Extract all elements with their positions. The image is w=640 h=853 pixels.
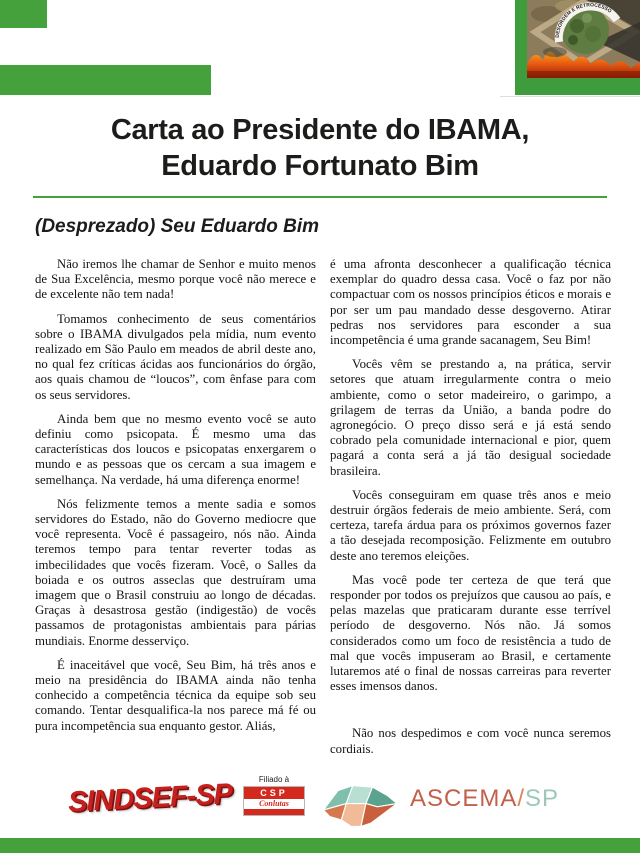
csp-label: CSP: [244, 787, 304, 799]
paragraph: Ainda bem que no mesmo evento você se auto definiu como psicopata. É mesmo uma das características dos loucos e psicopatas enxergarem o mundo e as pessoas que os cercam a sua imagem e semelhança. Na verdade, há uma diferença enorme!: [35, 411, 316, 487]
paragraph: Não iremos lhe chamar de Senhor e muito menos de Sua Excelência, mesmo porque você não merece e de excelente não tem nada!: [35, 257, 316, 302]
flag-banner-text: DESORDEM E RETROCESSO: [554, 2, 613, 39]
flag-parody-image: [515, 0, 640, 95]
letter-column-left: [35, 257, 316, 743]
top-left-green-block: [0, 0, 47, 28]
csp-conlutas-logo: [243, 786, 317, 822]
ascema-slash: /: [517, 785, 526, 812]
ascema-sp-logo: [410, 785, 559, 813]
flag-shadow-line: [500, 96, 640, 97]
paragraph: Tomamos conhecimento de seus comentários sobre o IBAMA divulgados pela mídia, num evento realizado em São Paulo em meados de abril deste ano, no qual fez críticas ácidas aos funcionários do órgão, aos quais chamou de “loucos”, com ênfase para com os seus servidores.: [35, 311, 316, 402]
footer-green-bar: [0, 838, 640, 853]
paragraph: É inaceitável que você, Seu Bim, há três anos e meio na presidência do IBAMA ainda não tenha conhecido a competência técnica da equipe sob seu comando. Tentar desqualifica-la nos parece má fé ou pura incompetência sua enquanto gestor. Aliás,: [35, 657, 316, 733]
csp-conlutas-script: Conlutas: [259, 799, 289, 808]
ascema-emblem-icon: [320, 779, 402, 833]
paragraph: Vocês conseguiram em quase três anos e meio destruir órgãos federais de meio ambiente. Será, com certeza, tarefa árdua para os próximos governos fazer a tão desejada recomposição. Felizmente em outubro deste ano teremos eleições.: [330, 487, 611, 563]
page-title-line2: Eduardo Fortunato Bim: [161, 150, 479, 182]
paragraph: Nós felizmente temos a mente sadia e somos servidores do Estado, não do Governo mediocre que você representa. Você é passageiro, nós não. Ainda teremos tempo para tentar reverter todas as imbecilidades que vocês fizeram. Você, o Salles da boiada e os outros asseclas que destruíram uma imagem que o Brasil construiu ao longo de décadas. Graças à desastrosa gestão (indigestão) de vocês passamos de protagonistas ambientais para párias mundiais. Enorme desserviço.: [35, 496, 316, 648]
paragraph: Vocês vêm se prestando a, na prática, servir setores que atuam irregularmente contra o meio ambiente, como o setor madeireiro, o garimpo, a grilagem de terras da União, a banda podre do agronegócio. O preço disso será e já está sendo cobrado pela comunidade internacional e pior, quem pagará a conta será a já tão desigual sociedade brasileira.: [330, 357, 611, 478]
page-title: [0, 112, 640, 184]
title-divider: [33, 196, 607, 198]
closing-paragraph: Não nos despedimos e com você nunca seremos cordiais.: [330, 726, 611, 756]
fire-photo-flag-graphic: [527, 0, 640, 78]
page-title-line1: Carta ao Presidente do IBAMA,: [110, 114, 530, 146]
filiado-label: Filiado à: [258, 775, 290, 784]
ascema-sp-word: SP: [525, 785, 560, 812]
csp-tagline: CENTRAL SINDICAL E POPULAR: [244, 809, 304, 815]
ascema-word: ASCEMA: [410, 785, 518, 812]
sindsef-sp-logo: SINDSEF-SP: [67, 778, 233, 819]
paragraph: é uma afronta desconhecer a qualificação técnica exemplar do quadro dessa casa. Você o faz por não compactuar com os nossos princípios éticos e morais e por ser um pau mandado desse desgoverno. Atirar pedras nos servidores para esconder a sua incompetência é uma grande sacanagem, Seu Bim!: [330, 257, 611, 348]
paragraph: Mas você pode ter certeza de que terá que responder por todos os prejuízos que causou ao país, e pelas mazelas que praticaram durante esse terrível período de desgoverno. Nós não. Já somos considerados como um foco de resistência a tudo de mal que vocês impuseram ao Brasil, e certamente lutaremos até o final de nossas carreiras para reverter esses imensos danos.: [330, 572, 611, 694]
header-green-bar: [0, 65, 211, 95]
letter-salutation: (Desprezado) Seu Eduardo Bim: [35, 216, 319, 237]
letter-column-right: [330, 257, 611, 766]
